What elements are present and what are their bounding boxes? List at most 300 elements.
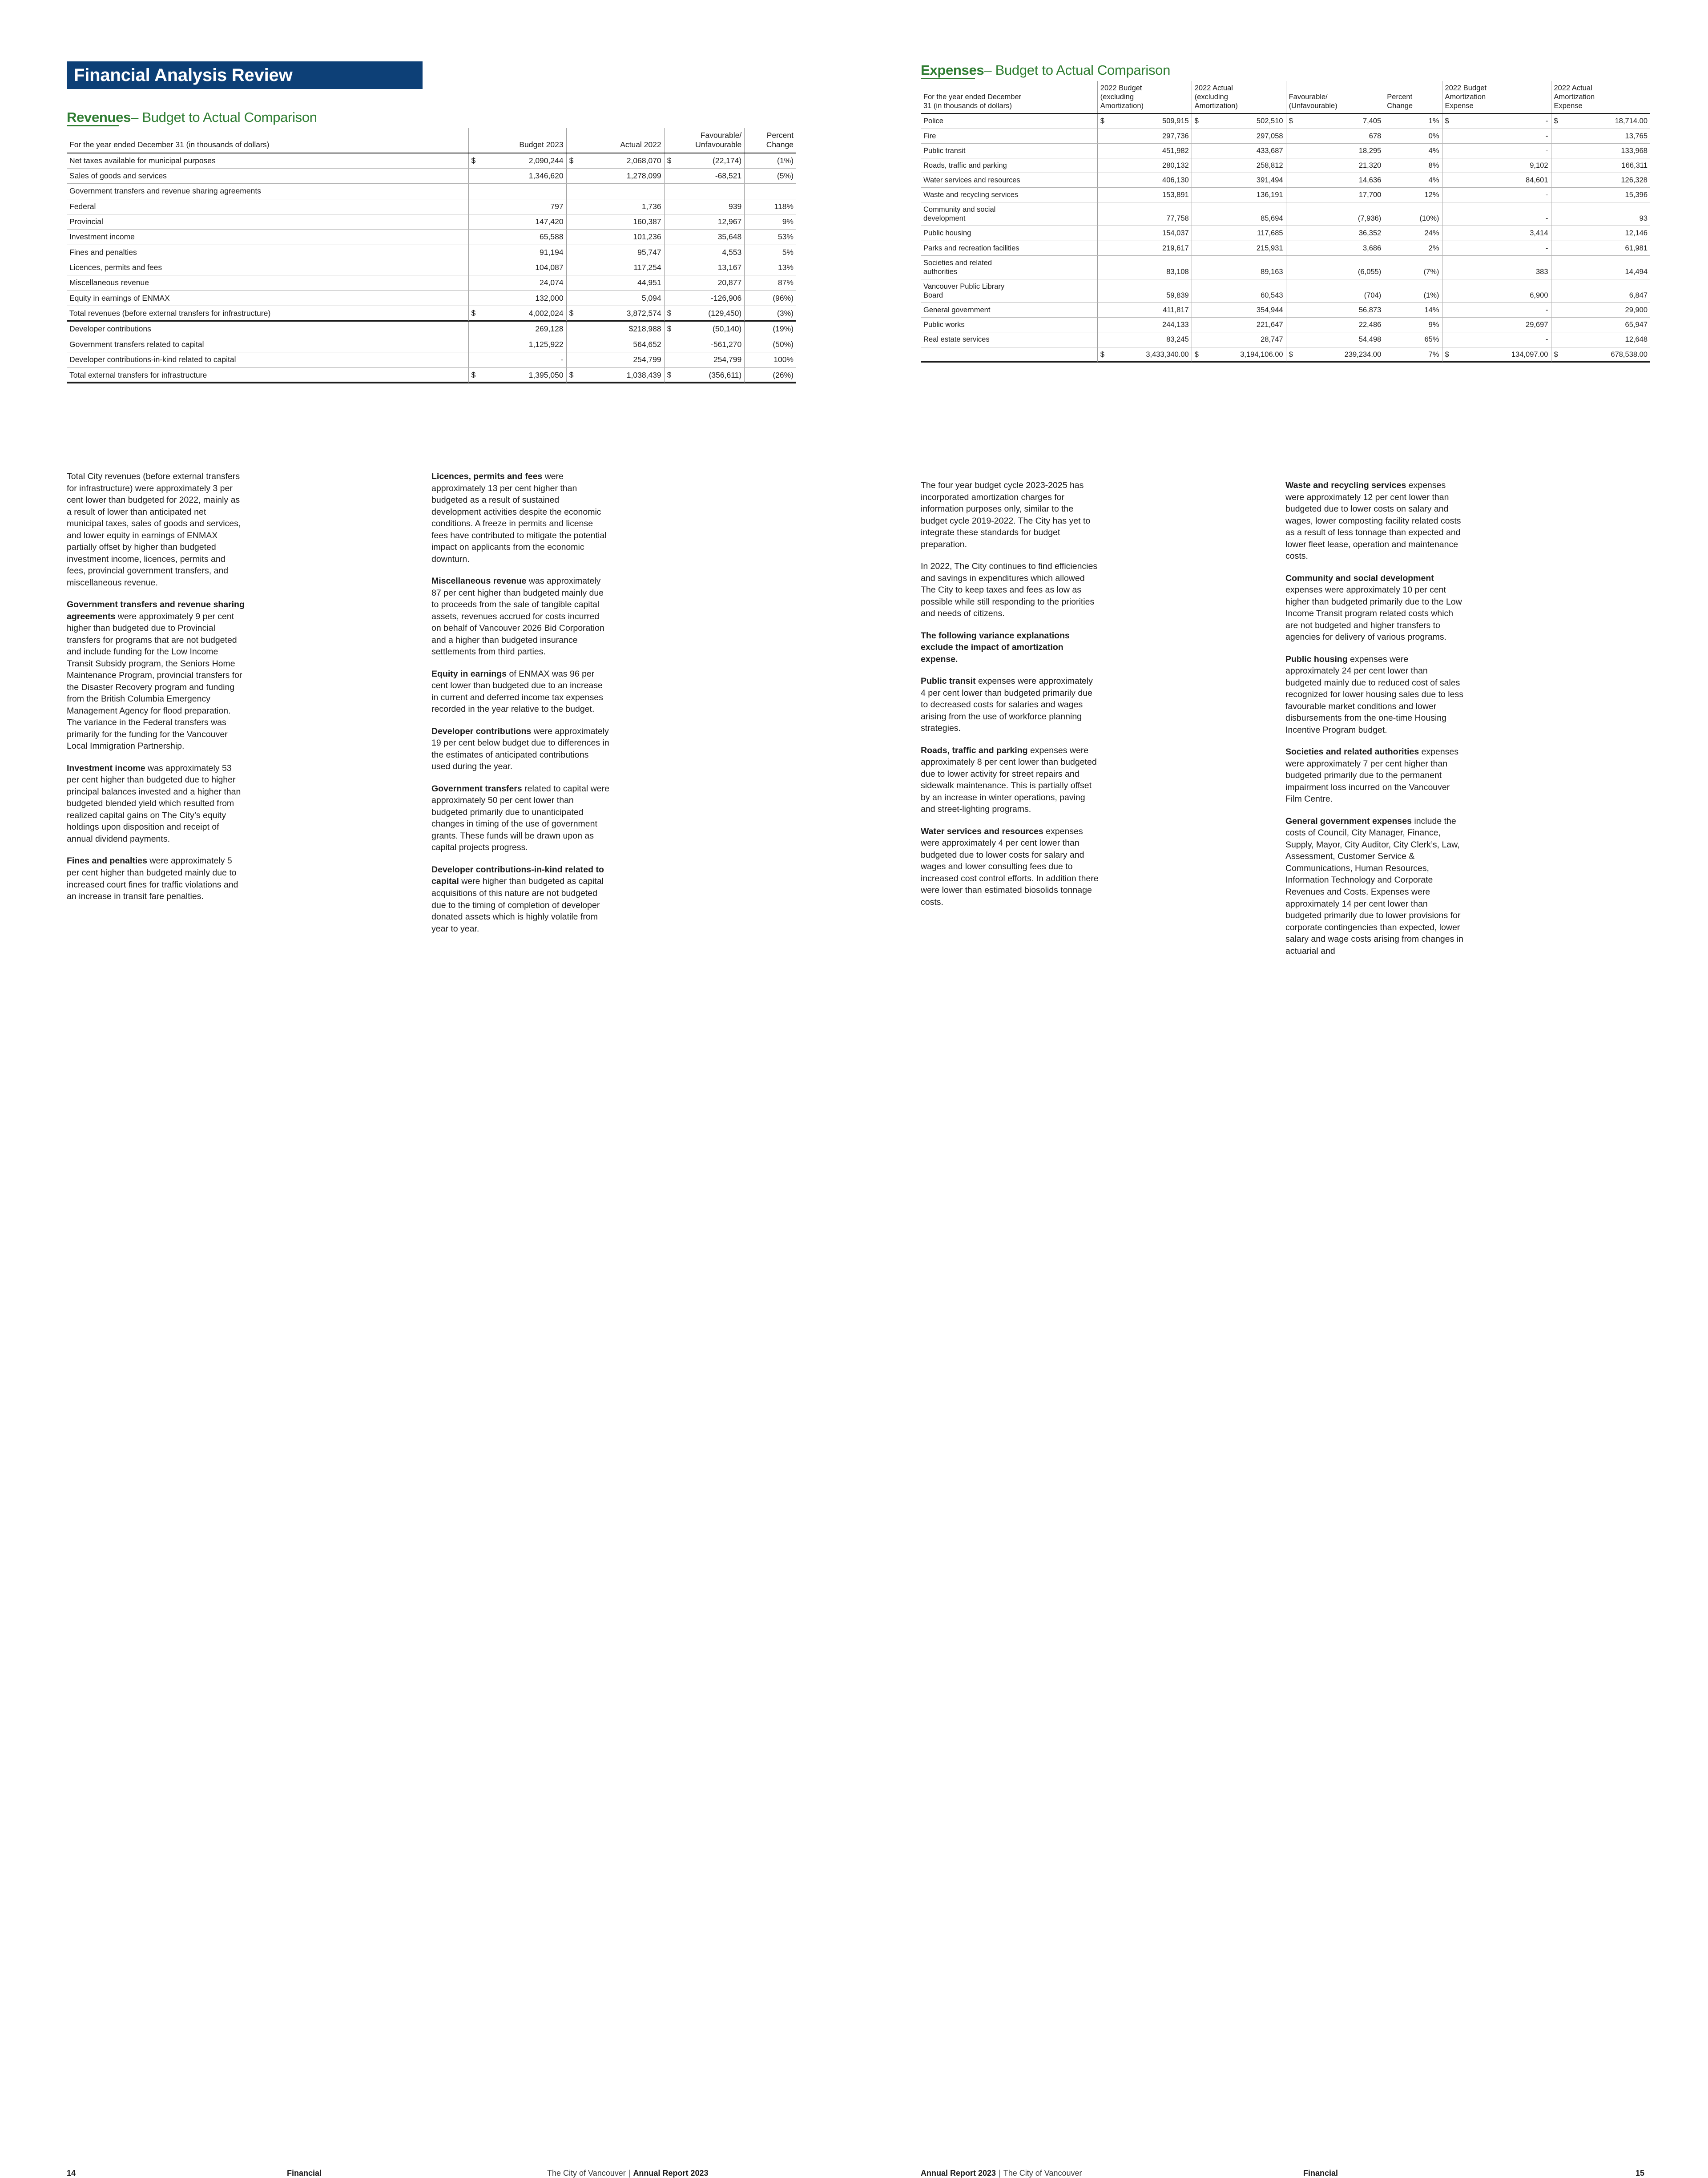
revenues-heading-rest: – Budget to Actual Comparison — [131, 109, 317, 125]
cell-budget-currency — [1097, 226, 1109, 241]
cell-2022-actual: 89,163 — [1204, 255, 1286, 279]
cell-actual-amort-expense: 93 — [1562, 202, 1650, 226]
cell-budget-currency: $ — [468, 306, 480, 322]
cell-2022-budget: 411,817 — [1109, 303, 1192, 318]
cell-fav-currency — [664, 275, 676, 290]
table-row — [67, 230, 796, 245]
cell-actual-currency — [566, 199, 578, 214]
paragraph-lead: Licences, permits and fees — [431, 472, 543, 481]
cell-budget-2023: 132,000 — [480, 290, 566, 306]
row-label: Water services and resources — [921, 173, 1097, 187]
cell-fav-currency — [664, 230, 676, 245]
cell-actual-2022: 564,652 — [578, 337, 664, 352]
cell-2022-budget: 280,132 — [1109, 158, 1192, 173]
cell-favourable-unfavourable: 939 — [676, 199, 745, 214]
cell-favourable-unfavourable: 4,553 — [676, 245, 745, 260]
row-label: Government transfers related to capital — [67, 337, 468, 352]
row-label: Sales of goods and services — [67, 169, 468, 184]
cell-budget-2023: 65,588 — [480, 230, 566, 245]
cell-actual-amort-expense: 13,765 — [1562, 129, 1650, 143]
table-row — [67, 275, 796, 290]
row-label: Developer contributions-in-kind related to capital — [67, 352, 468, 367]
c3-l2: (Unfavourable) — [1289, 102, 1337, 110]
row-label: Fire — [921, 129, 1097, 143]
paragraph-lead: The following variance explanations exclude the impact of amortization expense. — [921, 630, 1070, 664]
cell-actual-2022: $218,988 — [578, 321, 664, 337]
page15-left-paragraph — [921, 745, 1099, 815]
cell-actual-currency — [1192, 241, 1203, 255]
row-label: Total revenues (before external transfers for infrastructure) — [67, 306, 468, 322]
table-row — [921, 113, 1650, 129]
page14-right-paragraph — [431, 471, 609, 565]
page15-left-paragraph — [921, 675, 1099, 734]
cell-favourable-unfavourable: 56,873 — [1298, 303, 1384, 318]
row-label: Community and social development — [921, 202, 1097, 226]
cell-percent-change: (26%) — [745, 367, 796, 383]
paragraph-lead: Water services and resources — [921, 826, 1043, 836]
cell-actual-currency — [1192, 202, 1203, 226]
cell-budget-amort-currency — [1442, 158, 1453, 173]
cell-favourable-unfavourable: 239,234.00 — [1298, 347, 1384, 362]
cell-actual-amort-currency — [1551, 226, 1562, 241]
cell-actual-currency — [566, 337, 578, 352]
paragraph-text: expenses were approximately 12 per cent lower than budgeted due to lower costs on salary and wages, lower composting facility related costs as a result of less tonnage than expected and lower fleet lease, operation and maintenance costs. — [1285, 480, 1461, 561]
paragraph-text: were approximately 13 per cent higher than budgeted as a result of sustained development activities despite the economic conditions. A freeze in permits and license fees have contributed to mitigate the potential impact on applicants from the economic downturn. — [431, 472, 607, 564]
cell-percent-change: 100% — [745, 352, 796, 367]
cell-budget-amort-currency — [1442, 173, 1453, 187]
cell-favourable-unfavourable: 17,700 — [1298, 188, 1384, 202]
page15-left-paragraph — [921, 561, 1099, 620]
cell-actual-amort-expense: 126,328 — [1562, 173, 1650, 187]
cell-fav-currency — [1286, 226, 1297, 241]
table-row — [67, 337, 796, 352]
paragraph-text: expenses were approximately 4 per cent lower than budgeted due to lower costs for salary and wages and lower consulting fees due to increased cost control efforts. In addition there were lower than estimated biosolids tonnage costs. — [921, 826, 1099, 907]
col-actual-2022: Actual 2022 — [566, 128, 664, 153]
page15-left-paragraph — [921, 826, 1099, 908]
footer-publisher-right: The City of Vancouver — [1003, 2169, 1082, 2178]
cell-2022-actual: 258,812 — [1204, 158, 1286, 173]
row-label: Vancouver Public Library Board — [921, 279, 1097, 302]
paragraph-lead: Government transfers — [431, 783, 522, 794]
cell-fav-currency: $ — [664, 321, 676, 337]
cell-budget-currency — [468, 169, 480, 184]
cell-2022-actual: 60,543 — [1204, 279, 1286, 302]
cell-budget-amort-currency — [1442, 255, 1453, 279]
paragraph-text: In 2022, The City continues to find efficiencies and savings in expenditures which allowed The City to keep taxes and fees as low as possible while still responding to the priorities and needs of citizens. — [921, 561, 1098, 619]
paragraph-lead: Fines and penalties — [67, 856, 147, 866]
row-label: Roads, traffic and parking — [921, 158, 1097, 173]
cell-actual-2022: 2,068,070 — [578, 153, 664, 169]
page-banner — [67, 61, 423, 89]
paragraph-text: were higher than budgeted as capital acquisitions of this nature are not budgeted due to the timing of completion of developer donated assets which is highly volatile from year to year. — [431, 876, 604, 934]
cell-actual-amort-expense: 29,900 — [1562, 303, 1650, 318]
cell-fav-currency — [664, 199, 676, 214]
revenues-section-heading — [67, 109, 317, 125]
cell-budget-currency — [1097, 279, 1109, 302]
exp-rowheader-line1: For the year ended December — [923, 93, 1022, 101]
cell-actual-2022: 117,254 — [578, 260, 664, 275]
footer-page-number-right: 15 — [1635, 2169, 1645, 2178]
page14-footer — [0, 1085, 854, 2178]
cell-percent-change: 9% — [745, 214, 796, 230]
cell-favourable-unfavourable — [676, 184, 745, 199]
cell-fav-currency — [664, 290, 676, 306]
table-row — [921, 158, 1650, 173]
cell-actual-amort-currency — [1551, 143, 1562, 158]
cell-budget-2023: 4,002,024 — [480, 306, 566, 322]
c6-l2: Amortization — [1554, 93, 1595, 101]
cell-favourable-unfavourable: 7,405 — [1298, 113, 1384, 129]
cell-budget-amort-currency: $ — [1442, 347, 1453, 362]
row-label: Licences, permits and fees — [67, 260, 468, 275]
col-pct-line1: Percent — [766, 131, 794, 140]
cell-favourable-unfavourable: 14,636 — [1298, 173, 1384, 187]
cell-actual-currency — [1192, 279, 1203, 302]
cell-budget-currency — [468, 352, 480, 367]
cell-percent-change: 9% — [1384, 318, 1442, 332]
page14-left-paragraph — [67, 599, 245, 752]
cell-percent-change: 0% — [1384, 129, 1442, 143]
cell-percent-change: 24% — [1384, 226, 1442, 241]
cell-fav-currency — [1286, 279, 1297, 302]
expenses-heading-bold: Expenses — [921, 62, 984, 78]
cell-budget-currency — [1097, 241, 1109, 255]
cell-actual-2022: 44,951 — [578, 275, 664, 290]
expenses-table-header-row — [921, 81, 1650, 113]
cell-budget-amort-expense: - — [1453, 241, 1551, 255]
cell-budget-amort-expense: 84,601 — [1453, 173, 1551, 187]
cell-favourable-unfavourable: (22,174) — [676, 153, 745, 169]
c5-l1: 2022 Budget — [1445, 84, 1487, 92]
cell-budget-amort-currency — [1442, 303, 1453, 318]
cell-actual-currency — [566, 245, 578, 260]
cell-budget-currency — [1097, 173, 1109, 187]
cell-fav-currency: $ — [664, 367, 676, 383]
cell-budget-amort-currency: $ — [1442, 113, 1453, 129]
page15-body-column-right — [1285, 480, 1463, 957]
cell-favourable-unfavourable: (6,055) — [1298, 255, 1384, 279]
row-label: Public works — [921, 318, 1097, 332]
cell-budget-2023: 1,125,922 — [480, 337, 566, 352]
paragraph-text: expenses were approximately 10 per cent higher than budgeted primarily due to the Low Income Transit program related costs which are not budgeted and higher transfers to agencies for delivery of various programs. — [1285, 585, 1462, 642]
cell-actual-amort-expense: 166,311 — [1562, 158, 1650, 173]
col-percent-change — [745, 128, 796, 153]
cell-favourable-unfavourable: 13,167 — [676, 260, 745, 275]
cell-actual-2022: 1,278,099 — [578, 169, 664, 184]
page15-body-column-left — [921, 480, 1099, 908]
cell-2022-actual: 221,647 — [1204, 318, 1286, 332]
cell-2022-actual: 85,694 — [1204, 202, 1286, 226]
footer-report-right: Annual Report 2023 — [921, 2169, 996, 2178]
cell-actual-currency — [1192, 226, 1203, 241]
cell-actual-currency — [1192, 255, 1203, 279]
paragraph-lead: Societies and related authorities — [1285, 747, 1419, 757]
cell-percent-change: 53% — [745, 230, 796, 245]
table-row — [921, 347, 1650, 362]
cell-budget-currency — [1097, 318, 1109, 332]
row-label: Government transfers and revenue sharing agreements — [67, 184, 468, 199]
cell-actual-currency — [566, 275, 578, 290]
revenues-rowheader-label: For the year ended December 31 (in thousands of dollars) — [67, 128, 468, 153]
cell-percent-change: 87% — [745, 275, 796, 290]
cell-budget-2023: 147,420 — [480, 214, 566, 230]
page14-right-paragraph — [431, 668, 609, 715]
c2-l1: 2022 Actual — [1194, 84, 1233, 92]
col-2022-actual-amort-expense — [1551, 81, 1650, 113]
cell-actual-currency: $ — [1192, 113, 1203, 129]
cell-percent-change: 1% — [1384, 113, 1442, 129]
cell-budget-amort-expense: - — [1453, 202, 1551, 226]
cell-budget-currency — [1097, 188, 1109, 202]
cell-budget-amort-currency — [1442, 279, 1453, 302]
col-fav-line1: Favourable/ — [700, 131, 742, 140]
exp-rowheader-line2: 31 (in thousands of dollars) — [923, 102, 1012, 110]
table-row — [67, 306, 796, 322]
expenses-section-heading — [921, 62, 1170, 78]
cell-2022-budget: 153,891 — [1109, 188, 1192, 202]
cell-fav-currency: $ — [664, 306, 676, 322]
cell-actual-amort-expense: 14,494 — [1562, 255, 1650, 279]
cell-actual-amort-currency — [1551, 279, 1562, 302]
paragraph-text: expenses were approximately 24 per cent lower than budgeted mainly due to reduced cost of sales recognized for lower housing sales due to less favourable market conditions and lower disbursements from the one-time Housing Incentive Program budget. — [1285, 654, 1463, 735]
row-label: Public transit — [921, 143, 1097, 158]
page14-right-paragraph — [431, 575, 609, 658]
cell-actual-currency: $ — [1192, 347, 1203, 362]
cell-actual-currency — [566, 290, 578, 306]
paragraph-lead: Roads, traffic and parking — [921, 745, 1028, 755]
cell-fav-currency — [1286, 158, 1297, 173]
cell-actual-amort-currency — [1551, 202, 1562, 226]
cell-budget-amort-expense: - — [1453, 332, 1551, 347]
cell-2022-actual: 3,194,106.00 — [1204, 347, 1286, 362]
page-title: Financial Analysis Review — [74, 65, 293, 85]
page15-right-paragraph — [1285, 653, 1463, 736]
row-label: Public housing — [921, 226, 1097, 241]
row-label: Real estate services — [921, 332, 1097, 347]
cell-budget-currency — [1097, 202, 1109, 226]
cell-favourable-unfavourable: 20,877 — [676, 275, 745, 290]
row-label: Developer contributions — [67, 321, 468, 337]
cell-percent-change: (19%) — [745, 321, 796, 337]
cell-favourable-unfavourable: 18,295 — [1298, 143, 1384, 158]
row-label: Total external transfers for infrastructure — [67, 367, 468, 383]
col-fav-line2: Unfavourable — [695, 140, 742, 149]
page15-left-paragraph — [921, 630, 1099, 666]
cell-actual-amort-currency — [1551, 332, 1562, 347]
cell-2022-budget: 154,037 — [1109, 226, 1192, 241]
row-label: Societies and related authorities — [921, 255, 1097, 279]
cell-actual-2022: 5,094 — [578, 290, 664, 306]
cell-actual-currency — [566, 352, 578, 367]
paragraph-text: expenses were approximately 8 per cent lower than budgeted due to lower activity for street repairs and sidewalk maintenance. This is partially offset by an increase in winter operations, paving and street-lighting programs. — [921, 745, 1097, 815]
paragraph-lead: Investment income — [67, 763, 145, 773]
cell-budget-currency — [468, 230, 480, 245]
cell-actual-currency — [566, 321, 578, 337]
cell-budget-currency — [468, 321, 480, 337]
cell-actual-amort-expense: 18,714.00 — [1562, 113, 1650, 129]
c2-l2: (excluding — [1194, 93, 1228, 101]
cell-favourable-unfavourable: (7,936) — [1298, 202, 1384, 226]
table-row — [921, 332, 1650, 347]
cell-actual-currency — [566, 184, 578, 199]
row-label: General government — [921, 303, 1097, 318]
cell-favourable-unfavourable: 35,648 — [676, 230, 745, 245]
cell-actual-amort-currency: $ — [1551, 113, 1562, 129]
cell-budget-amort-currency — [1442, 188, 1453, 202]
paragraph-lead: Equity in earnings — [431, 669, 507, 679]
cell-fav-currency — [1286, 332, 1297, 347]
cell-actual-2022: 1,736 — [578, 199, 664, 214]
cell-actual-currency — [1192, 158, 1203, 173]
cell-percent-change: (50%) — [745, 337, 796, 352]
table-row — [921, 226, 1650, 241]
cell-budget-amort-expense: 383 — [1453, 255, 1551, 279]
c1-l2: (excluding — [1100, 93, 1134, 101]
footer-publisher: The City of Vancouver — [547, 2169, 626, 2178]
row-label: Net taxes available for municipal purposes — [67, 153, 468, 169]
paragraph-lead: Public housing — [1285, 654, 1348, 664]
cell-favourable-unfavourable: 3,686 — [1298, 241, 1384, 255]
cell-percent-change: 65% — [1384, 332, 1442, 347]
cell-actual-amort-expense: 15,396 — [1562, 188, 1650, 202]
expenses-heading-underline — [921, 78, 975, 79]
cell-actual-2022: 254,799 — [578, 352, 664, 367]
cell-favourable-unfavourable: 21,320 — [1298, 158, 1384, 173]
cell-2022-budget: 83,245 — [1109, 332, 1192, 347]
cell-actual-currency — [1192, 318, 1203, 332]
cell-budget-currency — [468, 245, 480, 260]
cell-budget-amort-expense: 6,900 — [1453, 279, 1551, 302]
cell-percent-change: 14% — [1384, 303, 1442, 318]
table-row — [921, 279, 1650, 302]
cell-actual-amort-expense: 12,648 — [1562, 332, 1650, 347]
cell-percent-change: (1%) — [1384, 279, 1442, 302]
table-row — [921, 255, 1650, 279]
cell-actual-currency — [1192, 332, 1203, 347]
c6-l1: 2022 Actual — [1554, 84, 1592, 92]
cell-budget-currency — [1097, 255, 1109, 279]
cell-fav-currency — [664, 245, 676, 260]
cell-budget-amort-expense: - — [1453, 188, 1551, 202]
cell-favourable-unfavourable: (50,140) — [676, 321, 745, 337]
paragraph-text: was approximately 53 per cent higher than budgeted due to higher principal balances invested and a higher than budgeted blended yield which resulted from realized capital gains on The City’s equity holdings upon disposition and receipt of annual dividend payments. — [67, 763, 241, 844]
page15-right-paragraph — [1285, 746, 1463, 805]
page15-left-paragraph — [921, 480, 1099, 550]
table-row — [67, 352, 796, 367]
cell-budget-currency — [468, 290, 480, 306]
footer-report: Annual Report 2023 — [633, 2169, 709, 2178]
cell-percent-change: 4% — [1384, 143, 1442, 158]
cell-actual-currency — [566, 169, 578, 184]
page14-right-paragraph — [431, 864, 609, 935]
c4-l2: Change — [1387, 102, 1413, 110]
cell-budget-currency — [468, 337, 480, 352]
cell-favourable-unfavourable: 678 — [1298, 129, 1384, 143]
cell-2022-budget: 83,108 — [1109, 255, 1192, 279]
cell-actual-2022: 3,872,574 — [578, 306, 664, 322]
cell-percent-change: 2% — [1384, 241, 1442, 255]
row-label: Fines and penalties — [67, 245, 468, 260]
col-2022-budget-amort-expense — [1442, 81, 1551, 113]
cell-2022-budget: 219,617 — [1109, 241, 1192, 255]
row-label: Miscellaneous revenue — [67, 275, 468, 290]
cell-percent-change: 12% — [1384, 188, 1442, 202]
row-label: Provincial — [67, 214, 468, 230]
page14-right-paragraph — [431, 783, 609, 854]
cell-2022-budget: 451,982 — [1109, 143, 1192, 158]
paragraph-text: expenses were approximately 7 per cent higher than budgeted primarily due to the permanent impairment loss incurred on the Vancouver Film Centre. — [1285, 747, 1459, 804]
cell-budget-amort-expense: 9,102 — [1453, 158, 1551, 173]
cell-budget-amort-expense: 29,697 — [1453, 318, 1551, 332]
paragraph-text: were approximately 9 per cent higher than budgeted due to Provincial transfers for programs that are not budgeted and include funding for the Low Income Transit Subsidy program, the Seniors Home Maintenance Program, provincial transfers for the Disaster Recovery program and funding from the British Columbia Emergency Management Agency for flood preparation. The variance in the Federal transfers was primarily for the funding for the Vancouver Local Immigration Partnership. — [67, 611, 242, 751]
cell-2022-actual: 391,494 — [1204, 173, 1286, 187]
cell-actual-amort-expense: 678,538.00 — [1562, 347, 1650, 362]
cell-actual-currency — [566, 260, 578, 275]
row-label — [921, 347, 1097, 362]
footer-credit — [547, 2169, 708, 2178]
table-row — [921, 318, 1650, 332]
row-label: Investment income — [67, 230, 468, 245]
cell-actual-amort-expense: 65,947 — [1562, 318, 1650, 332]
cell-2022-actual: 117,685 — [1204, 226, 1286, 241]
cell-budget-amort-currency — [1442, 241, 1453, 255]
cell-actual-currency — [1192, 143, 1203, 158]
cell-fav-currency — [664, 337, 676, 352]
revenues-heading-bold: Revenues — [67, 109, 131, 125]
col-favourable-unfavourable-exp — [1286, 81, 1384, 113]
cell-percent-change: (3%) — [745, 306, 796, 322]
cell-actual-amort-currency — [1551, 255, 1562, 279]
paragraph-text: was approximately 87 per cent higher than budgeted mainly due to proceeds from the sale of tangible capital assets, revenues accrued for costs incurred on behalf of Vancouver 2026 Bid Corporation and a higher than budgeted insurance settlements from third parties. — [431, 576, 604, 657]
cell-actual-currency: $ — [566, 153, 578, 169]
cell-budget-2023: - — [480, 352, 566, 367]
cell-percent-change: 5% — [745, 245, 796, 260]
col-pct-line2: Change — [766, 140, 794, 149]
cell-actual-currency: $ — [566, 306, 578, 322]
cell-favourable-unfavourable: (356,611) — [676, 367, 745, 383]
cell-2022-budget: 297,736 — [1109, 129, 1192, 143]
cell-budget-currency: $ — [468, 367, 480, 383]
footer-page-number: 14 — [67, 2169, 76, 2178]
c6-l3: Expense — [1554, 102, 1583, 110]
cell-budget-amort-expense: - — [1453, 143, 1551, 158]
cell-budget-currency — [468, 275, 480, 290]
row-label: Waste and recycling services — [921, 188, 1097, 202]
cell-2022-actual: 215,931 — [1204, 241, 1286, 255]
table-row — [921, 188, 1650, 202]
revenues-table — [67, 128, 796, 383]
row-label: Police — [921, 113, 1097, 129]
cell-budget-currency — [1097, 143, 1109, 158]
cell-2022-budget: 509,915 — [1109, 113, 1192, 129]
cell-actual-2022: 95,747 — [578, 245, 664, 260]
cell-percent-change: 13% — [745, 260, 796, 275]
cell-actual-amort-currency — [1551, 318, 1562, 332]
table-row — [67, 367, 796, 383]
cell-favourable-unfavourable: -126,906 — [676, 290, 745, 306]
footer-separator: | — [628, 2169, 631, 2178]
page14-left-paragraph — [67, 762, 245, 845]
col-2022-actual-excl-amort — [1192, 81, 1286, 113]
cell-fav-currency — [1286, 129, 1297, 143]
cell-budget-2023 — [480, 184, 566, 199]
row-label: Parks and recreation facilities — [921, 241, 1097, 255]
cell-actual-amort-currency — [1551, 173, 1562, 187]
cell-actual-currency — [566, 214, 578, 230]
cell-actual-amort-expense: 12,146 — [1562, 226, 1650, 241]
table-row — [921, 303, 1650, 318]
cell-actual-amort-currency — [1551, 129, 1562, 143]
